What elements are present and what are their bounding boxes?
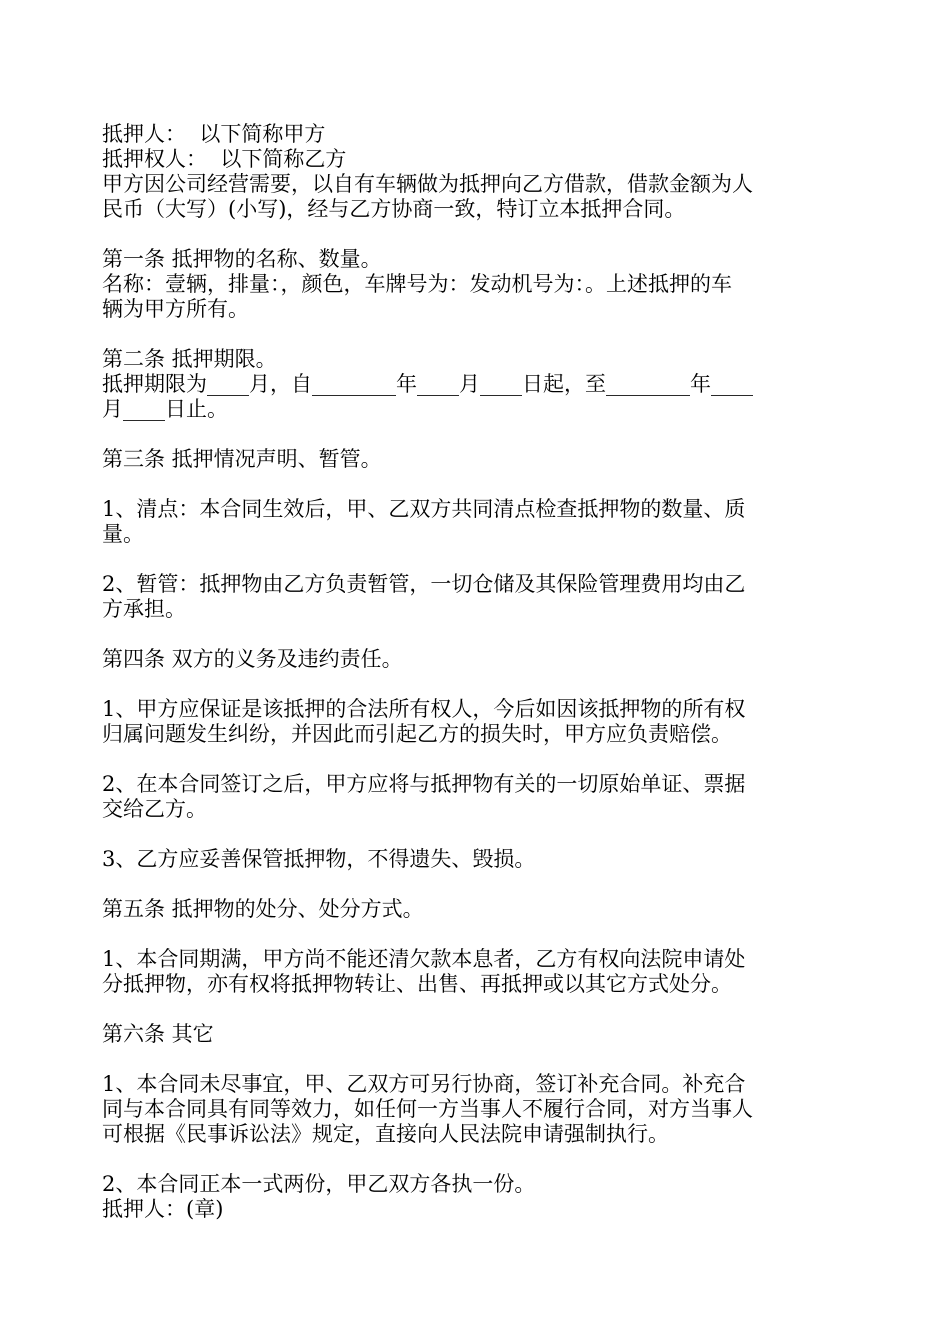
article-6-item-1-line-1: 1、本合同未尽事宜，甲、乙双方可另行协商，签订补充合同。补充合 <box>102 1072 746 1096</box>
article-4-item-3-line-1: 3、乙方应妥善保管抵押物，不得遗失、毁损。 <box>102 847 536 871</box>
mortgagor-seal-line: 抵押人：(章) <box>102 1197 224 1221</box>
contract-document <box>102 122 854 1222</box>
blank-line <box>102 222 854 247</box>
blank-line <box>102 747 854 772</box>
blank-line <box>102 997 854 1022</box>
article-6-item-1-line-3: 可根据《民事诉讼法》规定，直接向人民法院申请强制执行。 <box>102 1122 669 1146</box>
article-4-item-2-line-1: 2、在本合同签订之后，甲方应将与抵押物有关的一切原始单证、票据 <box>102 772 746 796</box>
article-6-title: 第六条 其它 <box>102 1022 214 1046</box>
mortgagor-line: 抵押人： 以下简称甲方 <box>102 122 326 146</box>
blank-line <box>102 672 854 697</box>
article-4-item-2-line-2: 交给乙方。 <box>102 797 207 821</box>
article-3-item-2-line-1: 2、暂管：抵押物由乙方负责暂管，一切仓储及其保险管理费用均由乙 <box>102 572 746 596</box>
article-5-item-1-line-2: 分抵押物，亦有权将抵押物转让、出售、再抵押或以其它方式处分。 <box>102 972 732 996</box>
article-5-title: 第五条 抵押物的处分、处分方式。 <box>102 897 424 921</box>
article-3-item-1-line-1: 1、清点：本合同生效后，甲、乙双方共同清点检查抵押物的数量、质 <box>102 497 746 521</box>
blank-line <box>102 422 854 447</box>
blank-line <box>102 322 854 347</box>
blank-line <box>102 1047 854 1072</box>
article-5-item-1-line-1: 1、本合同期满，甲方尚不能还清欠款本息者，乙方有权向法院申请处 <box>102 947 746 971</box>
intro-line-2: 民币（大写）(小写)，经与乙方协商一致，特订立本抵押合同。 <box>102 197 686 221</box>
article-4-item-1-line-1: 1、甲方应保证是该抵押的合法所有权人，今后如因该抵押物的所有权 <box>102 697 746 721</box>
blank-line <box>102 872 854 897</box>
article-2-title: 第二条 抵押期限。 <box>102 347 277 371</box>
blank-line <box>102 822 854 847</box>
article-4-item-1-line-2: 归属问题发生纠纷，并因此而引起乙方的损失时，甲方应负责赔偿。 <box>102 722 732 746</box>
article-6-item-1-line-2: 同与本合同具有同等效力，如任何一方当事人不履行合同，对方当事人 <box>102 1097 753 1121</box>
article-3-item-2-line-2: 方承担。 <box>102 597 186 621</box>
blank-line <box>102 547 854 572</box>
article-3-title: 第三条 抵押情况声明、暂管。 <box>102 447 382 471</box>
blank-line <box>102 1147 854 1172</box>
article-1-line-1: 名称：壹辆，排量：，颜色，车牌号为：发动机号为：。上述抵押的车 <box>102 272 732 296</box>
article-1-title: 第一条 抵押物的名称、数量。 <box>102 247 382 271</box>
article-2-line-2: 月____日止。 <box>102 397 228 421</box>
article-6-item-2-line-1: 2、本合同正本一式两份，甲乙双方各执一份。 <box>102 1172 536 1196</box>
article-4-title: 第四条 双方的义务及违约责任。 <box>102 647 403 671</box>
article-3-item-1-line-2: 量。 <box>102 522 144 546</box>
intro-line-1: 甲方因公司经营需要，以自有车辆做为抵押向乙方借款，借款金额为人 <box>102 172 753 196</box>
blank-line <box>102 622 854 647</box>
blank-line <box>102 472 854 497</box>
article-1-line-2: 辆为甲方所有。 <box>102 297 249 321</box>
blank-line <box>102 922 854 947</box>
article-2-line-1: 抵押期限为____月，自________年____月____日起，至________年____ <box>102 372 753 396</box>
mortgagee-line: 抵押权人： 以下简称乙方 <box>102 147 347 171</box>
